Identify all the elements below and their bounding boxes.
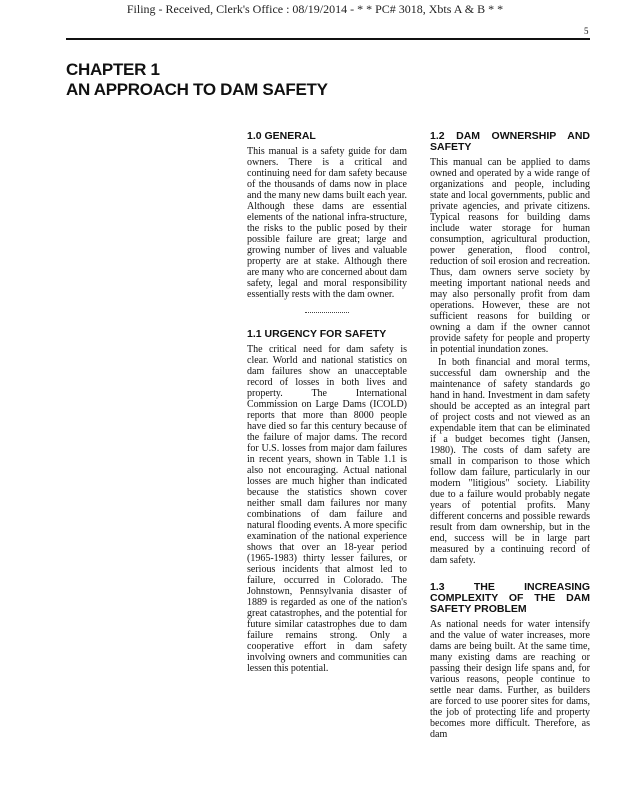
page-number: 5 (584, 26, 589, 36)
chapter-title: AN APPROACH TO DAM SAFETY (66, 80, 328, 99)
section-1-1-body: The critical need for dam safety is clear. World and national statistics on dam failures show an unacceptable record of losses in both lives and property. The International Commission on Large Dams (ICOLD) reports that more than 8000 people have died so far this century because of the failure of major dams. The record for U.S. losses from major dam failures in recent years, shown in Table 1.1 is also not encouraging. Actual national losses are much higher than indicated because the statistics shown cover neither small dam failures nor many combinations of dam failure and natural flooding events. A more specific examination of the national experience shows that over an 18-year period (1965-1983) thirty lesser failures, or serious incidents that almost led to failure, occurred in Colorado. The Johnstown, Pennsylvania disaster of 1889 is regarded as one of the nation's great catastrophes, and the potential for future similar catastrophes due to dam failure remains strong. Only a cooperative effort in dam safety involving owners and communities can lessen this potential. (247, 344, 407, 674)
right-column (430, 131, 590, 740)
left-column (247, 131, 407, 674)
section-1-2-body: This manual can be applied to dams owned and operated by a wide range of organizations and people, including state and local governments, public and private agencies, and private citizens. Typical reasons for building dams include water storage for human consumption, agricultural production, power generation, flood control, reduction of soil erosion and recreation. Thus, dam owners serve society by meeting important national needs and may also personally profit from dam operations. However, these are not sufficient reasons for building or owning a dam if the owner cannot provide safety for people and property in potential inundation zones. (430, 157, 590, 355)
section-1-3-body: As national needs for water intensify and the value of water increases, more dams are being built. At the same time, many existing dams are reaching or passing their design life spans and, for various reasons, people continue to settle near dams. Further, as builders are forced to use poorer sites for dams, the job of protecting life and property becomes more difficult. Therefore, as dam (430, 619, 590, 740)
section-1-0-heading: 1.0 GENERAL (247, 130, 316, 142)
section-divider (305, 312, 349, 313)
chapter-heading (66, 60, 328, 100)
section-1-2-heading: 1.2 DAM OWNERSHIP AND SAFETY (430, 130, 590, 153)
section-gap (430, 566, 590, 582)
section-1-0-body: This manual is a safety guide for dam owners. There is a critical and continuing need for dam safety because of the thousands of dams now in place and the many new dams built each year. Although these dams are essential elements of the national infra-structure, the risks to the public posed by their possible failure are great; large and growing number of lives and valuable property are at stake. Although there are many who are concerned about dam safety, legal and moral responsibility essentially rests with the dam owner. (247, 146, 407, 300)
header-rule (66, 38, 590, 40)
section-1-1-heading: 1.1 URGENCY FOR SAFETY (247, 328, 387, 340)
section-1-2-body-continued: In both financial and moral terms, successful dam ownership and the maintenance of safety standards go hand in hand. Investment in dam safety should be accepted as an integral part of project costs and not viewed as an expendable item that can be eliminated if a budget becomes tight (Jansen, 1980). The costs of dam safety are small in comparison to those which follow dam failure, particularly in our modern "litigious" society. Liability due to a failure would probably negate years of potential profits. Many different concerns and possible rewards result from dam ownership, but in the end, success will be in large part measured by a continuing record of dam safety. (430, 357, 590, 566)
chapter-number: CHAPTER 1 (66, 60, 160, 79)
filing-stamp: Filing - Received, Clerk's Office : 08/19/2014 - * * PC# 3018, Xbts A & B * * (126, 2, 504, 16)
section-1-3-heading: 1.3 THE INCREASING COMPLEXITY OF THE DAM SAFETY PROBLEM (430, 581, 590, 615)
